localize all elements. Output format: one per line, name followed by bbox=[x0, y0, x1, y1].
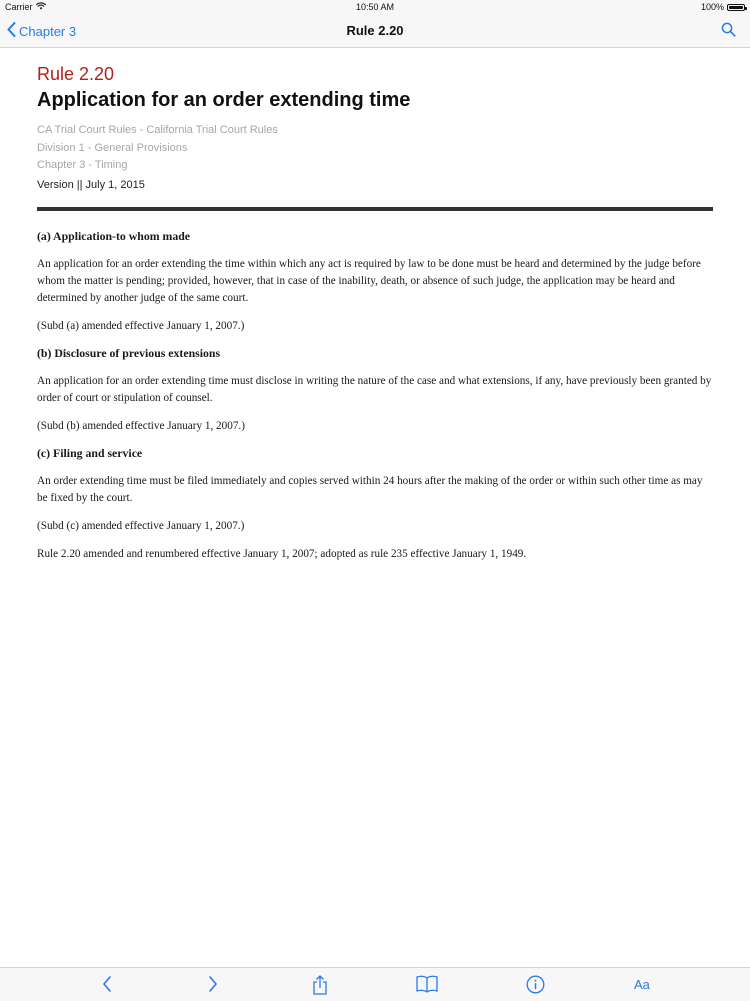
section-a-heading: (a) Application-to whom made bbox=[37, 228, 191, 243]
section-b-text: An application for an order extending time must disclose in writing the nature of the case and what extensions, if any, have previously been granted by order of court or stipulation of counsel. bbox=[37, 374, 712, 404]
section-a-note: (Subd (a) amended effective January 1, 2007.) bbox=[37, 319, 245, 332]
back-button-label: Chapter 3 bbox=[19, 23, 77, 39]
back-arrow-icon bbox=[101, 980, 113, 997]
status-bar bbox=[0, 0, 750, 14]
back-button[interactable] bbox=[7, 22, 76, 40]
chevron-left-icon bbox=[7, 22, 16, 40]
bookmarks-icon bbox=[416, 980, 438, 997]
search-icon bbox=[721, 24, 736, 41]
info-button[interactable] bbox=[526, 975, 545, 999]
battery-percent: 100% bbox=[700, 2, 724, 12]
search-button[interactable] bbox=[721, 22, 736, 42]
rule-content bbox=[37, 62, 713, 574]
text-size-icon: Aa bbox=[634, 977, 650, 992]
next-rule-button[interactable] bbox=[207, 975, 219, 998]
bookmarks-button[interactable] bbox=[416, 975, 438, 998]
previous-rule-button[interactable] bbox=[101, 975, 113, 998]
divider bbox=[37, 207, 713, 211]
breadcrumb-item: CA Trial Court Rules - California Trial Court Rules bbox=[37, 124, 278, 136]
section-b-heading: (b) Disclosure of previous extensions bbox=[37, 345, 221, 360]
page-title: Application for an order extending time bbox=[37, 89, 411, 111]
share-button[interactable] bbox=[311, 975, 329, 1000]
section-b-note: (Subd (b) amended effective January 1, 2007.) bbox=[37, 419, 245, 432]
section-c-note: (Subd (c) amended effective January 1, 2007.) bbox=[37, 519, 245, 532]
rule-history: Rule 2.20 amended and renumbered effective January 1, 2007; adopted as rule 235 effective January 1, 1949. bbox=[37, 547, 527, 560]
breadcrumb-item: Division 1 - General Provisions bbox=[37, 141, 188, 154]
forward-arrow-icon bbox=[207, 980, 219, 997]
section-c-text: An order extending time must be filed immediately and copies served within 24 hours after the making of the order or within such other time as may be fixed by the court. bbox=[37, 474, 703, 504]
battery-icon bbox=[727, 4, 745, 11]
share-icon bbox=[311, 982, 329, 999]
navigation-bar bbox=[0, 14, 750, 48]
rule-number: Rule 2.20 bbox=[37, 64, 115, 84]
breadcrumb-item: Chapter 3 - Timing bbox=[37, 159, 128, 171]
bottom-toolbar bbox=[0, 967, 750, 1001]
carrier-label: Carrier bbox=[5, 2, 33, 12]
status-right bbox=[701, 2, 745, 12]
nav-title: Rule 2.20 bbox=[346, 23, 404, 38]
section-a-text: An application for an order extending the time within which any act is required by law to be done must be heard and determined by the judge before whom the matter is pending; provided, however, that in case of the inability, death, or absence of such judge, the application may be heard and determined by another judge of the same court. bbox=[37, 257, 701, 304]
breadcrumb bbox=[37, 122, 713, 175]
info-icon bbox=[526, 981, 545, 998]
status-time: 10:50 AM bbox=[355, 2, 395, 12]
section-c-heading: (c) Filing and service bbox=[37, 445, 143, 460]
version-label: Version || July 1, 2015 bbox=[37, 178, 145, 191]
text-size-button[interactable] bbox=[634, 977, 650, 992]
rule-body bbox=[37, 229, 713, 563]
